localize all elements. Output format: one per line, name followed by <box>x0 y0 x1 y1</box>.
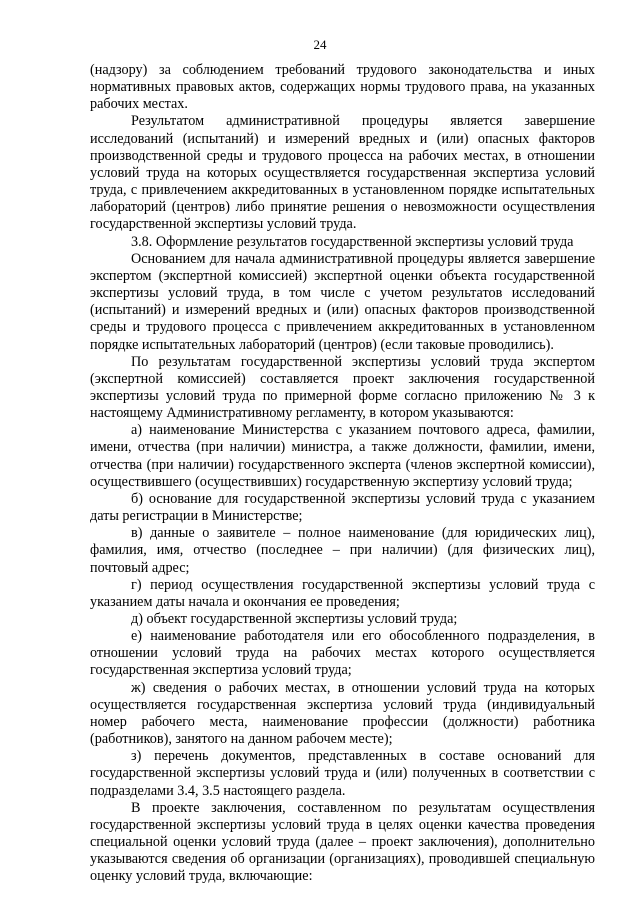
paragraph-special-assessment: В проекте заключения, составленном по результатам осуществления государственной экспертизы условий труда в целях оценки качества проведения специальной оценки условий труда (далее – проект заключения), дополнительно указываются сведения об организации (организациях), проводившей специальную оценку условий труда, включающие: <box>90 799 595 885</box>
list-item-zh: ж) сведения о рабочих местах, в отношении условий труда на которых осуществляется государственная экспертиза условий труда (индивидуальный номер рабочего места, наименование профессии (должности) работника (работников), занятого на данном рабочем месте); <box>90 679 595 748</box>
paragraph-draft-conclusion: По результатам государственной экспертизы условий труда экспертом (экспертной комиссией) составляется проект заключения государственной экспертизы условий труда по примерной форме согласно приложению № 3 к настоящему Административному регламенту, в котором указываются: <box>90 353 595 422</box>
list-item-v: в) данные о заявителе – полное наименование (для юридических лиц), фамилия, имя, отчество (последнее – при наличии) (для физических лиц), почтовый адрес; <box>90 525 595 576</box>
list-item-d: д) объект государственной экспертизы условий труда; <box>131 611 458 627</box>
list-item-z: з) перечень документов, представленных в составе оснований для государственной экспертизы условий труда и (или) полученных в соответствии с подразделами 3.4, 3.5 настоящего раздела. <box>90 748 595 799</box>
paragraph-procedure-basis: Основанием для начала административной процедуры является завершение экспертом (экспертной комиссией) экспертной оценки объекта государственной экспертизы условий труда, в том числе с учетом результатов исследований (испытаний) и измерений вредных и (или) опасных факторов производственной среды и трудового процесса с привлечением аккредитованных в установленном порядке испытательных лабораторий (центров) (если таковые проводились). <box>90 250 595 353</box>
list-item-a: а) наименование Министерства с указанием почтового адреса, фамилии, имени, отчества (при наличии) министра, а также должности, фамилии, имени, отчества (при наличии) государственного эксперта (членов экспертной комиссии), осуществившего (осуществивших) государственную экспертизу условий труда; <box>90 422 595 490</box>
list-item-g: г) период осуществления государственной экспертизы условий труда с указанием даты начала и окончания ее проведения; <box>90 576 595 610</box>
list-item-e: е) наименование работодателя или его обособленного подразделения, в отношении условий труда на рабочих местах которого осуществляется государственная экспертиза условий труда; <box>90 628 595 679</box>
paragraph-procedure-result: Результатом административной процедуры является завершение исследований (испытаний) и измерений вредных и (или) опасных факторов производственной среды и трудового процесса на рабочих местах, в отношении условий труда на которых осуществляется государственная экспертиза условий труда, с привлечением аккредитованных в установленном порядке испытательных лабораторий (центров) либо принятие решения о невозможности осуществления государственной экспертизы условий труда. <box>90 113 595 233</box>
section-heading-3-8: 3.8. Оформление результатов государственной экспертизы условий труда <box>131 233 574 250</box>
page-number: 24 <box>313 37 327 52</box>
document-body <box>90 62 595 886</box>
paragraph-continuation: (надзору) за соблюдением требований трудового законодательства и иных нормативных правовых актов, содержащих нормы трудового права, на указанных рабочих местах. <box>90 62 595 113</box>
list-item-b: б) основание для государственной экспертизы условий труда с указанием даты регистрации в Министерстве; <box>90 490 595 525</box>
